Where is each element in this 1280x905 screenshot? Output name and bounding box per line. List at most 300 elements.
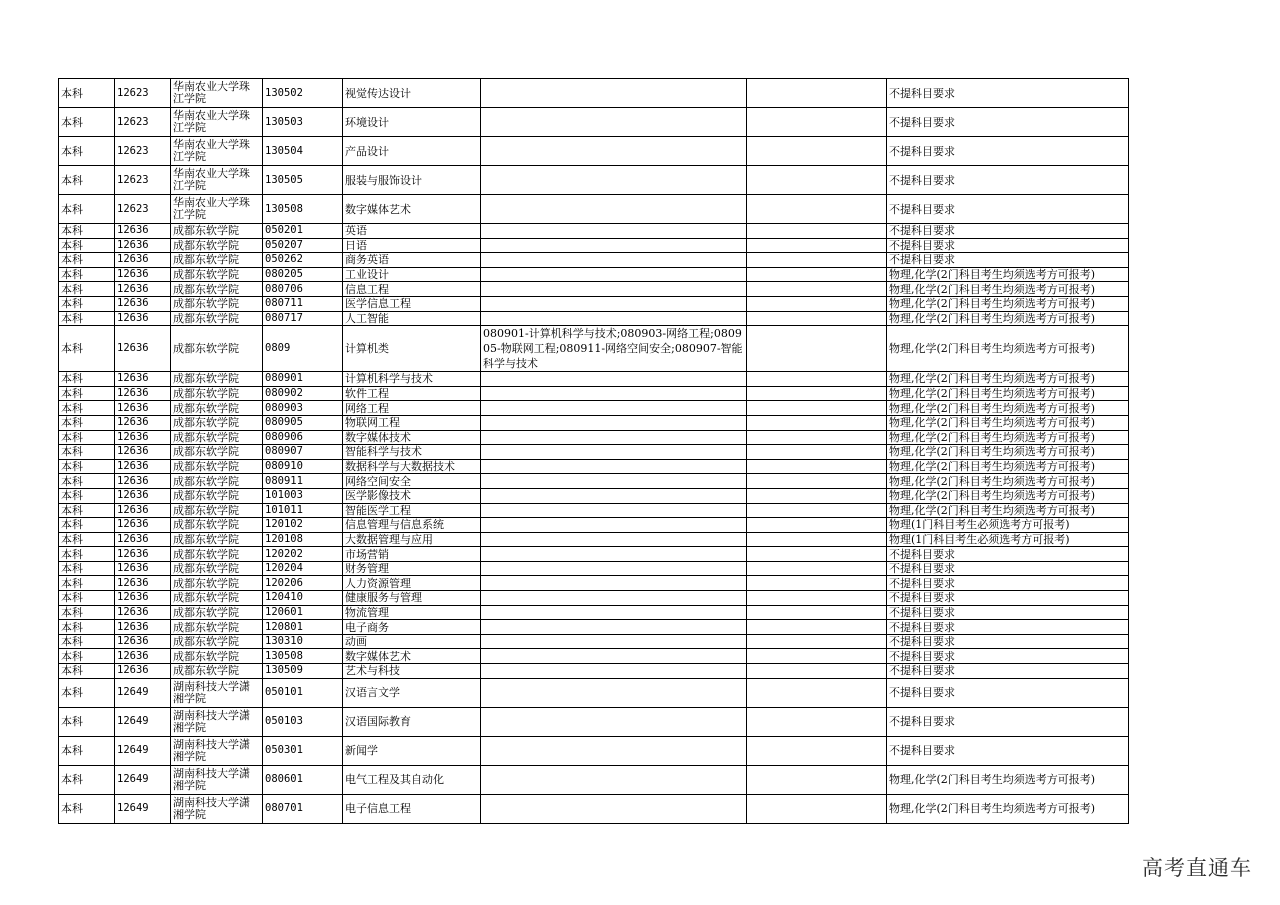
included-majors-cell — [481, 707, 747, 736]
level-cell: 本科 — [59, 282, 115, 297]
major-code-cell: 130310 — [263, 634, 343, 649]
major-code-cell: 120601 — [263, 605, 343, 620]
level-cell: 本科 — [59, 386, 115, 401]
note-cell — [747, 518, 887, 533]
note-cell — [747, 282, 887, 297]
major-code-cell: 080907 — [263, 445, 343, 460]
school-code-cell: 12649 — [115, 736, 171, 765]
school-code-cell: 12636 — [115, 561, 171, 576]
major-code-cell: 101003 — [263, 488, 343, 503]
major-name-cell: 数字媒体艺术 — [343, 649, 481, 664]
major-name-cell: 汉语国际教育 — [343, 707, 481, 736]
school-code-cell: 12636 — [115, 224, 171, 239]
table-row — [59, 267, 1129, 282]
subject-requirement-cell: 物理,化学(2门科目考生均须选考方可报考) — [887, 488, 1129, 503]
level-cell: 本科 — [59, 605, 115, 620]
note-cell — [747, 311, 887, 326]
major-name-cell: 市场营销 — [343, 547, 481, 562]
major-name-cell: 软件工程 — [343, 386, 481, 401]
subject-requirement-cell: 物理,化学(2门科目考生均须选考方可报考) — [887, 326, 1129, 372]
level-cell: 本科 — [59, 195, 115, 224]
school-name-cell: 成都东软学院 — [171, 634, 263, 649]
table-row — [59, 311, 1129, 326]
school-code-cell: 12636 — [115, 238, 171, 253]
note-cell — [747, 547, 887, 562]
major-code-cell: 0809 — [263, 326, 343, 372]
school-name-cell: 成都东软学院 — [171, 238, 263, 253]
note-cell — [747, 765, 887, 794]
note-cell — [747, 634, 887, 649]
note-cell — [747, 415, 887, 430]
requirements-table — [58, 78, 1129, 824]
level-cell: 本科 — [59, 415, 115, 430]
major-name-cell: 医学信息工程 — [343, 296, 481, 311]
table-row — [59, 561, 1129, 576]
level-cell: 本科 — [59, 576, 115, 591]
school-name-cell: 成都东软学院 — [171, 532, 263, 547]
included-majors-cell — [481, 282, 747, 297]
major-code-cell: 130508 — [263, 649, 343, 664]
major-name-cell: 艺术与科技 — [343, 664, 481, 679]
note-cell — [747, 253, 887, 268]
note-cell — [747, 166, 887, 195]
level-cell: 本科 — [59, 765, 115, 794]
major-code-cell: 130505 — [263, 166, 343, 195]
school-code-cell: 12623 — [115, 79, 171, 108]
school-code-cell: 12636 — [115, 488, 171, 503]
included-majors-cell — [481, 532, 747, 547]
included-majors-cell — [481, 166, 747, 195]
subject-requirement-cell: 物理,化学(2门科目考生均须选考方可报考) — [887, 474, 1129, 489]
level-cell: 本科 — [59, 678, 115, 707]
level-cell: 本科 — [59, 634, 115, 649]
note-cell — [747, 576, 887, 591]
major-code-cell: 050207 — [263, 238, 343, 253]
school-name-cell: 成都东软学院 — [171, 459, 263, 474]
school-code-cell: 12636 — [115, 503, 171, 518]
school-name-cell: 成都东软学院 — [171, 620, 263, 635]
included-majors-cell — [481, 605, 747, 620]
included-majors-cell — [481, 664, 747, 679]
subject-requirement-cell: 不提科目要求 — [887, 561, 1129, 576]
note-cell — [747, 678, 887, 707]
school-name-cell: 成都东软学院 — [171, 474, 263, 489]
level-cell: 本科 — [59, 591, 115, 606]
level-cell: 本科 — [59, 267, 115, 282]
school-code-cell: 12636 — [115, 401, 171, 416]
included-majors-cell — [481, 386, 747, 401]
level-cell: 本科 — [59, 238, 115, 253]
school-name-cell: 成都东软学院 — [171, 561, 263, 576]
note-cell — [747, 649, 887, 664]
school-code-cell: 12636 — [115, 326, 171, 372]
subject-requirement-cell: 不提科目要求 — [887, 605, 1129, 620]
subject-requirement-cell: 不提科目要求 — [887, 649, 1129, 664]
table-row — [59, 372, 1129, 387]
note-cell — [747, 137, 887, 166]
major-code-cell: 050201 — [263, 224, 343, 239]
major-code-cell: 080903 — [263, 401, 343, 416]
level-cell: 本科 — [59, 224, 115, 239]
major-code-cell: 080205 — [263, 267, 343, 282]
level-cell: 本科 — [59, 459, 115, 474]
school-code-cell: 12623 — [115, 166, 171, 195]
subject-requirement-cell: 不提科目要求 — [887, 664, 1129, 679]
note-cell — [747, 401, 887, 416]
major-name-cell: 环境设计 — [343, 108, 481, 137]
included-majors-cell — [481, 765, 747, 794]
note-cell — [747, 195, 887, 224]
school-code-cell: 12636 — [115, 296, 171, 311]
school-code-cell: 12649 — [115, 678, 171, 707]
note-cell — [747, 736, 887, 765]
note-cell — [747, 79, 887, 108]
note-cell — [747, 108, 887, 137]
subject-requirement-cell: 不提科目要求 — [887, 576, 1129, 591]
level-cell: 本科 — [59, 547, 115, 562]
subject-requirement-cell: 物理,化学(2门科目考生均须选考方可报考) — [887, 765, 1129, 794]
school-code-cell: 12636 — [115, 445, 171, 460]
subject-requirement-cell: 物理,化学(2门科目考生均须选考方可报考) — [887, 503, 1129, 518]
school-name-cell: 华南农业大学珠江学院 — [171, 137, 263, 166]
note-cell — [747, 561, 887, 576]
table-row — [59, 195, 1129, 224]
note-cell — [747, 267, 887, 282]
note-cell — [747, 605, 887, 620]
school-code-cell: 12636 — [115, 620, 171, 635]
major-name-cell: 电子商务 — [343, 620, 481, 635]
included-majors-cell — [481, 649, 747, 664]
level-cell: 本科 — [59, 620, 115, 635]
major-code-cell: 130502 — [263, 79, 343, 108]
note-cell — [747, 620, 887, 635]
school-code-cell: 12636 — [115, 459, 171, 474]
subject-requirement-cell: 不提科目要求 — [887, 108, 1129, 137]
school-code-cell: 12623 — [115, 108, 171, 137]
subject-requirement-cell: 不提科目要求 — [887, 736, 1129, 765]
school-code-cell: 12636 — [115, 532, 171, 547]
included-majors-cell — [481, 430, 747, 445]
major-code-cell: 130509 — [263, 664, 343, 679]
major-name-cell: 信息工程 — [343, 282, 481, 297]
level-cell: 本科 — [59, 296, 115, 311]
major-code-cell: 080601 — [263, 765, 343, 794]
subject-requirement-cell: 物理,化学(2门科目考生均须选考方可报考) — [887, 267, 1129, 282]
subject-requirement-cell: 不提科目要求 — [887, 707, 1129, 736]
subject-requirement-cell: 物理,化学(2门科目考生均须选考方可报考) — [887, 282, 1129, 297]
note-cell — [747, 326, 887, 372]
subject-requirement-cell: 不提科目要求 — [887, 678, 1129, 707]
subject-requirement-cell: 不提科目要求 — [887, 195, 1129, 224]
level-cell: 本科 — [59, 166, 115, 195]
major-name-cell: 产品设计 — [343, 137, 481, 166]
school-name-cell: 成都东软学院 — [171, 445, 263, 460]
included-majors-cell — [481, 137, 747, 166]
major-code-cell: 101011 — [263, 503, 343, 518]
school-code-cell: 12623 — [115, 195, 171, 224]
school-code-cell: 12636 — [115, 605, 171, 620]
school-code-cell: 12623 — [115, 137, 171, 166]
subject-requirement-cell: 物理,化学(2门科目考生均须选考方可报考) — [887, 445, 1129, 460]
level-cell: 本科 — [59, 488, 115, 503]
note-cell — [747, 503, 887, 518]
included-majors-cell — [481, 253, 747, 268]
included-majors-cell — [481, 503, 747, 518]
school-name-cell: 湖南科技大学潇湘学院 — [171, 794, 263, 823]
table-row — [59, 401, 1129, 416]
major-code-cell: 080901 — [263, 372, 343, 387]
school-name-cell: 成都东软学院 — [171, 649, 263, 664]
included-majors-cell — [481, 488, 747, 503]
table-row — [59, 459, 1129, 474]
major-name-cell: 计算机科学与技术 — [343, 372, 481, 387]
school-code-cell: 12636 — [115, 386, 171, 401]
school-name-cell: 成都东软学院 — [171, 547, 263, 562]
subject-requirement-cell: 不提科目要求 — [887, 591, 1129, 606]
table-row — [59, 108, 1129, 137]
major-code-cell: 130508 — [263, 195, 343, 224]
table-row — [59, 253, 1129, 268]
major-code-cell: 080711 — [263, 296, 343, 311]
major-name-cell: 信息管理与信息系统 — [343, 518, 481, 533]
school-code-cell: 12636 — [115, 282, 171, 297]
school-code-cell: 12649 — [115, 765, 171, 794]
school-name-cell: 华南农业大学珠江学院 — [171, 195, 263, 224]
level-cell: 本科 — [59, 518, 115, 533]
note-cell — [747, 488, 887, 503]
included-majors-cell — [481, 415, 747, 430]
school-name-cell: 华南农业大学珠江学院 — [171, 166, 263, 195]
level-cell: 本科 — [59, 561, 115, 576]
school-name-cell: 成都东软学院 — [171, 415, 263, 430]
school-name-cell: 成都东软学院 — [171, 372, 263, 387]
school-name-cell: 成都东软学院 — [171, 267, 263, 282]
note-cell — [747, 532, 887, 547]
table-row — [59, 296, 1129, 311]
included-majors-cell — [481, 311, 747, 326]
level-cell: 本科 — [59, 372, 115, 387]
subject-requirement-cell: 物理,化学(2门科目考生均须选考方可报考) — [887, 430, 1129, 445]
level-cell: 本科 — [59, 532, 115, 547]
included-majors-cell — [481, 401, 747, 416]
table-row — [59, 794, 1129, 823]
school-code-cell: 12636 — [115, 664, 171, 679]
table-row — [59, 591, 1129, 606]
school-code-cell: 12649 — [115, 707, 171, 736]
major-code-cell: 120801 — [263, 620, 343, 635]
table-row — [59, 79, 1129, 108]
included-majors-cell — [481, 296, 747, 311]
table-row — [59, 137, 1129, 166]
major-name-cell: 日语 — [343, 238, 481, 253]
note-cell — [747, 386, 887, 401]
table-row — [59, 503, 1129, 518]
major-code-cell: 120102 — [263, 518, 343, 533]
level-cell: 本科 — [59, 326, 115, 372]
school-code-cell: 12636 — [115, 634, 171, 649]
major-code-cell: 120204 — [263, 561, 343, 576]
major-code-cell: 080905 — [263, 415, 343, 430]
table-row — [59, 605, 1129, 620]
included-majors-cell — [481, 518, 747, 533]
included-majors-cell — [481, 224, 747, 239]
level-cell: 本科 — [59, 79, 115, 108]
note-cell — [747, 474, 887, 489]
major-name-cell: 电子信息工程 — [343, 794, 481, 823]
included-majors-cell — [481, 459, 747, 474]
included-majors-cell — [481, 547, 747, 562]
table-row — [59, 445, 1129, 460]
school-name-cell: 湖南科技大学潇湘学院 — [171, 736, 263, 765]
subject-requirement-cell: 物理(1门科目考生必须选考方可报考) — [887, 532, 1129, 547]
included-majors-cell — [481, 620, 747, 635]
school-name-cell: 成都东软学院 — [171, 664, 263, 679]
major-code-cell: 120108 — [263, 532, 343, 547]
note-cell — [747, 430, 887, 445]
note-cell — [747, 664, 887, 679]
subject-requirement-cell: 不提科目要求 — [887, 620, 1129, 635]
level-cell: 本科 — [59, 474, 115, 489]
subject-requirement-cell: 物理,化学(2门科目考生均须选考方可报考) — [887, 296, 1129, 311]
level-cell: 本科 — [59, 664, 115, 679]
table-row — [59, 430, 1129, 445]
school-name-cell: 成都东软学院 — [171, 326, 263, 372]
note-cell — [747, 707, 887, 736]
school-name-cell: 湖南科技大学潇湘学院 — [171, 707, 263, 736]
major-name-cell: 视觉传达设计 — [343, 79, 481, 108]
table-row — [59, 678, 1129, 707]
major-name-cell: 数字媒体艺术 — [343, 195, 481, 224]
level-cell: 本科 — [59, 503, 115, 518]
major-name-cell: 医学影像技术 — [343, 488, 481, 503]
major-code-cell: 120202 — [263, 547, 343, 562]
level-cell: 本科 — [59, 736, 115, 765]
level-cell: 本科 — [59, 649, 115, 664]
major-code-cell: 050301 — [263, 736, 343, 765]
note-cell — [747, 794, 887, 823]
school-name-cell: 华南农业大学珠江学院 — [171, 108, 263, 137]
included-majors-cell — [481, 372, 747, 387]
level-cell: 本科 — [59, 311, 115, 326]
level-cell: 本科 — [59, 108, 115, 137]
major-name-cell: 汉语言文学 — [343, 678, 481, 707]
school-name-cell: 成都东软学院 — [171, 296, 263, 311]
table-row — [59, 518, 1129, 533]
included-majors-cell — [481, 736, 747, 765]
included-majors-cell — [481, 108, 747, 137]
school-name-cell: 成都东软学院 — [171, 401, 263, 416]
included-majors-cell — [481, 238, 747, 253]
major-name-cell: 新闻学 — [343, 736, 481, 765]
table-row — [59, 664, 1129, 679]
major-name-cell: 网络空间安全 — [343, 474, 481, 489]
school-code-cell: 12636 — [115, 430, 171, 445]
included-majors-cell — [481, 561, 747, 576]
school-code-cell: 12636 — [115, 253, 171, 268]
school-code-cell: 12636 — [115, 576, 171, 591]
school-name-cell: 成都东软学院 — [171, 605, 263, 620]
table-row — [59, 707, 1129, 736]
major-code-cell: 080902 — [263, 386, 343, 401]
level-cell: 本科 — [59, 137, 115, 166]
included-majors-cell — [481, 678, 747, 707]
table-row — [59, 474, 1129, 489]
major-code-cell: 130503 — [263, 108, 343, 137]
included-majors-cell — [481, 634, 747, 649]
table-row — [59, 634, 1129, 649]
table-row — [59, 620, 1129, 635]
table-row — [59, 415, 1129, 430]
subject-requirement-cell: 物理,化学(2门科目考生均须选考方可报考) — [887, 794, 1129, 823]
school-code-cell: 12636 — [115, 372, 171, 387]
major-name-cell: 工业设计 — [343, 267, 481, 282]
subject-requirement-cell: 不提科目要求 — [887, 79, 1129, 108]
school-code-cell: 12649 — [115, 794, 171, 823]
major-name-cell: 智能科学与技术 — [343, 445, 481, 460]
table-row — [59, 649, 1129, 664]
subject-requirement-cell: 物理(1门科目考生必须选考方可报考) — [887, 518, 1129, 533]
level-cell: 本科 — [59, 445, 115, 460]
note-cell — [747, 238, 887, 253]
included-majors-cell — [481, 794, 747, 823]
school-code-cell: 12636 — [115, 311, 171, 326]
school-code-cell: 12636 — [115, 591, 171, 606]
school-name-cell: 湖南科技大学潇湘学院 — [171, 765, 263, 794]
major-code-cell: 080910 — [263, 459, 343, 474]
watermark-text: 高考直通车 — [1142, 856, 1252, 880]
subject-requirement-cell: 物理,化学(2门科目考生均须选考方可报考) — [887, 415, 1129, 430]
level-cell: 本科 — [59, 253, 115, 268]
level-cell: 本科 — [59, 707, 115, 736]
major-code-cell: 080911 — [263, 474, 343, 489]
major-name-cell: 动画 — [343, 634, 481, 649]
subject-requirement-cell: 物理,化学(2门科目考生均须选考方可报考) — [887, 459, 1129, 474]
major-name-cell: 人工智能 — [343, 311, 481, 326]
school-name-cell: 成都东软学院 — [171, 518, 263, 533]
subject-requirement-cell: 物理,化学(2门科目考生均须选考方可报考) — [887, 386, 1129, 401]
note-cell — [747, 296, 887, 311]
major-code-cell: 080706 — [263, 282, 343, 297]
major-code-cell: 120206 — [263, 576, 343, 591]
major-name-cell: 英语 — [343, 224, 481, 239]
major-code-cell: 130504 — [263, 137, 343, 166]
note-cell — [747, 224, 887, 239]
subject-requirement-cell: 不提科目要求 — [887, 224, 1129, 239]
school-code-cell: 12636 — [115, 415, 171, 430]
note-cell — [747, 372, 887, 387]
school-code-cell: 12636 — [115, 474, 171, 489]
table-row — [59, 282, 1129, 297]
major-code-cell: 080717 — [263, 311, 343, 326]
included-majors-cell — [481, 195, 747, 224]
major-name-cell: 人力资源管理 — [343, 576, 481, 591]
included-majors-cell — [481, 576, 747, 591]
table-row — [59, 547, 1129, 562]
subject-requirement-cell: 物理,化学(2门科目考生均须选考方可报考) — [887, 311, 1129, 326]
major-name-cell: 计算机类 — [343, 326, 481, 372]
subject-requirement-cell: 物理,化学(2门科目考生均须选考方可报考) — [887, 372, 1129, 387]
major-name-cell: 服装与服饰设计 — [343, 166, 481, 195]
note-cell — [747, 445, 887, 460]
table-row — [59, 576, 1129, 591]
school-name-cell: 成都东软学院 — [171, 282, 263, 297]
level-cell: 本科 — [59, 794, 115, 823]
school-name-cell: 成都东软学院 — [171, 591, 263, 606]
subject-requirement-cell: 不提科目要求 — [887, 238, 1129, 253]
subject-requirement-cell: 不提科目要求 — [887, 547, 1129, 562]
note-cell — [747, 591, 887, 606]
subject-requirement-cell: 物理,化学(2门科目考生均须选考方可报考) — [887, 401, 1129, 416]
